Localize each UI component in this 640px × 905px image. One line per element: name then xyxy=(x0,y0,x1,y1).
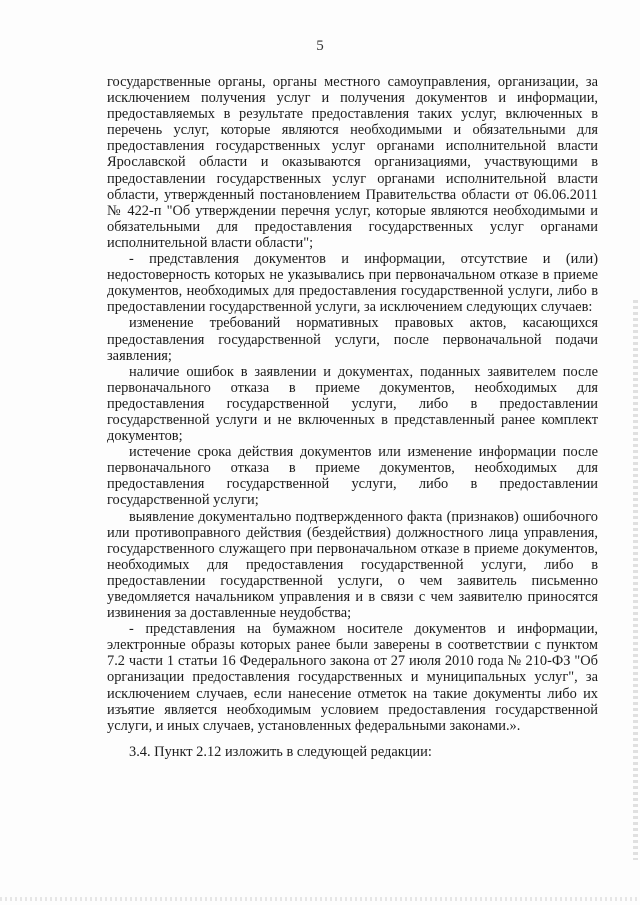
paragraph-continuation: государственные органы, органы местного самоуправления, организации, за исключением получения услуг и получения документов и информации, предоставляемых в результате предоставления таких услуг, включенных в перечень услуг, которые являются необходимыми и обязательными для предоставления государственных услуг органами исполнительной власти Ярославской области и оказываются организациями, участвующими в предоставлении государственных услуг органами исполнительной власти области, утвержденный постановлением Правительства области от 06.06.2011 № 422-п "Об утверждении перечня услуг, которые являются необходимыми и обязательными для предоставления государственных услуг органами исполнительной власти области"; xyxy=(107,74,598,251)
paragraph-case-expiry: истечение срока действия документов или изменение информации после первоначального отказа в приеме документов, необходимых для предоставления государственной услуги, либо в предоставлении государственной услуги; xyxy=(107,444,598,509)
document-body xyxy=(107,74,598,760)
scan-edge-artifact xyxy=(633,300,638,860)
paragraph-item-missing-documents: - представления документов и информации, отсутствие и (или) недостоверность которых не указывались при первоначальном отказе в приеме документов, необходимых для предоставления государственной услуги, либо в предоставлении государственной услуги, за исключением следующих случаев: xyxy=(107,251,598,316)
paragraph-section-3-4: 3.4. Пункт 2.12 изложить в следующей редакции: xyxy=(129,743,432,760)
paragraph-item-paper-documents: - представления на бумажном носителе документов и информации, электронные образы которых ранее были заверены в соответствии с пунктом 7.2 части 1 статьи 16 Федерального закона от 27 июля 2010 года № 210-ФЗ "Об организации предоставления государственных и муниципальных услуг", за исключением случаев, если нанесение отметок на такие документы либо их изъятие является необходимым условием предоставления государственной услуги, и иных случаев, установленных федеральными законами.». xyxy=(107,621,598,734)
paragraph-case-errors: наличие ошибок в заявлении и документах, поданных заявителем после первоначального отказа в приеме документов, необходимых для предоставления государственной услуги, либо в предоставлении государственной услуги и не включенных в представленный ранее комплект документов; xyxy=(107,363,598,445)
paragraph-case-official-error: выявление документально подтвержденного факта (признаков) ошибочного или противоправного действия (бездействия) должностного лица управления, государственного служащего при первоначальном отказе в приеме документов, необходимых для предоставления государственной услуги, либо в предоставлении государственной услуги, о чем заявитель письменно уведомляется начальником управления и в связи с чем заявителю приносятся извинения за доставленные неудобства; xyxy=(107,508,598,622)
page-number: 5 xyxy=(316,38,324,54)
paragraph-case-regulation-change: изменение требований нормативных правовых актов, касающихся предоставления государственной услуги, после первоначальной подачи заявления; xyxy=(107,315,598,364)
scan-bottom-artifact xyxy=(0,897,640,901)
